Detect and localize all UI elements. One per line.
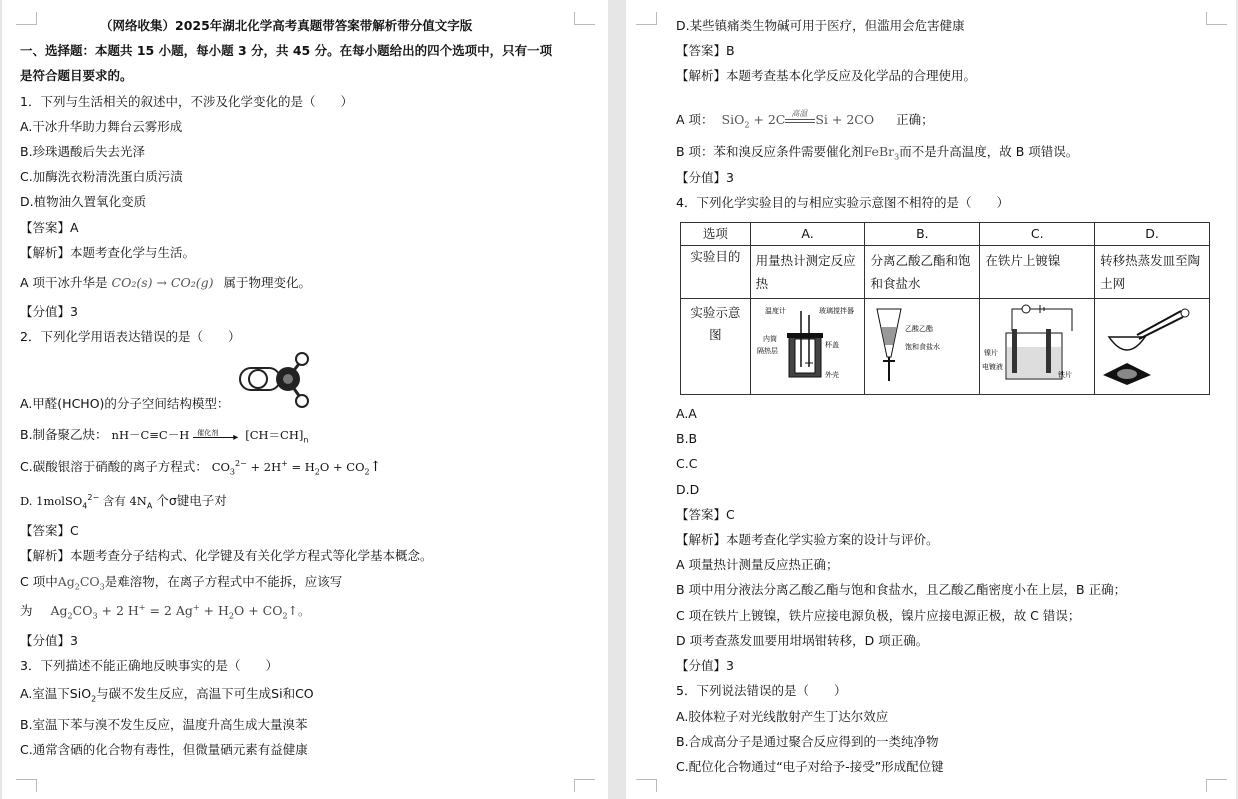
text: C.碳酸银溶于硝酸的离子方程式： <box>20 459 208 474</box>
f: 含有 4N <box>99 494 147 508</box>
q2-option-b <box>20 427 308 443</box>
text: 是难溶物，在离子方程式中不能拆，应该写 <box>104 574 343 589</box>
diagram-label: 镍片 <box>984 349 999 357</box>
text: A 项干冰升华是 <box>20 275 108 290</box>
condition-text: 高温 <box>791 108 808 118</box>
diagram-label: 铁片 <box>1058 371 1073 379</box>
f: 2 <box>364 467 370 477</box>
table-cell: 分离乙酸乙酯和饱和食盐水 <box>865 246 980 299</box>
q1-stem: 1．下列与生活相关的叙述中，不涉及化学变化的是（ ） <box>20 94 353 109</box>
crop-mark <box>574 12 595 25</box>
f: 个σ键电子对 <box>152 493 227 508</box>
table-cell: C. <box>980 223 1095 246</box>
crop-mark <box>574 779 595 792</box>
q1-analysis: 【解析】本题考查化学与生活。 <box>20 245 196 260</box>
f: 2 <box>74 582 80 592</box>
table-cell: D. <box>1095 223 1210 246</box>
text: 正确； <box>896 112 934 127</box>
f: 2− <box>87 492 100 502</box>
f: FeBr <box>863 144 895 159</box>
f: ↑ <box>369 459 382 475</box>
text: A 项： <box>676 112 714 127</box>
f: 2 <box>67 611 73 621</box>
table-cell: 用量热计测定反应热 <box>750 246 865 299</box>
arrow-head: ▸ <box>233 431 239 443</box>
f: + 2C <box>749 112 786 127</box>
q3-analysis-a <box>676 108 934 138</box>
q4-note-b: B 项中用分液法分离乙酸乙酯与饱和食盐水，且乙酸乙酯密度小在上层，B 正确； <box>676 582 1127 597</box>
f: = H <box>287 460 315 474</box>
f: 2 <box>282 611 288 621</box>
table-cell <box>1095 299 1210 395</box>
f: Ag <box>50 603 68 618</box>
f: A.室温下SiO <box>20 686 92 701</box>
f: SiO <box>721 112 745 127</box>
table-cell <box>980 299 1095 395</box>
q2-stem: 2．下列化学用语表达错误的是（ ） <box>20 329 241 344</box>
q3-option-b: B.室温下苯与溴不发生反应，温度升高生成大量溴苯 <box>20 717 308 732</box>
f: 2 <box>744 120 750 130</box>
f: CO <box>79 574 100 589</box>
separatory-funnel-diagram <box>867 301 971 385</box>
q2-analysis: 【解析】本题考查分子结构式、化学键及有关化学方程式等化学基本概念。 <box>20 548 433 563</box>
table-row <box>681 299 1210 395</box>
subscript: n <box>303 435 309 445</box>
formula: CO₂(s) → CO₂(g) <box>111 275 214 290</box>
product: [CH＝CH] <box>245 428 304 442</box>
left-page <box>2 0 608 799</box>
formaldehyde-model-image <box>236 350 316 410</box>
crop-mark <box>1206 779 1227 792</box>
f: 3 <box>99 582 105 592</box>
text: B 项：苯和溴反应条件需要催化剂 <box>676 144 864 159</box>
crucible-tongs-diagram <box>1097 301 1201 385</box>
q1-analysis-a <box>20 275 311 291</box>
q1-answer: 【答案】A <box>20 220 79 235</box>
q5-option-b: B.合成高分子是通过聚合反应得到的一类纯净物 <box>676 734 939 749</box>
equals-condition <box>785 108 815 128</box>
electroplating-diagram <box>982 301 1086 385</box>
f: 2 <box>314 467 320 477</box>
reaction-equation <box>721 108 875 130</box>
f: 3 <box>894 152 900 162</box>
q4-option-a: A.A <box>676 406 697 421</box>
q4-note-a: A 项量热计测量反应热正确； <box>676 557 839 572</box>
crop-mark <box>16 12 37 25</box>
q4-option-b: B.B <box>676 431 698 446</box>
f: 3 <box>229 467 236 477</box>
f: 4 <box>82 501 88 511</box>
arrow-line <box>193 437 237 438</box>
q3-stem: 3．下列描述不能正确地反映事实的是（ ） <box>20 658 278 673</box>
right-page <box>626 0 1236 799</box>
table-cell <box>865 299 980 395</box>
q3-analysis: 【解析】本题考查基本化学反应及化学品的合理使用。 <box>676 68 977 83</box>
crop-mark <box>636 12 657 25</box>
q5-option-c: C.配位化合物通过“电子对给予-接受”形成配位键 <box>676 759 944 774</box>
f: 2 <box>91 694 97 704</box>
ionic-equation <box>211 459 382 477</box>
table-cell: B. <box>865 223 980 246</box>
crop-mark <box>1206 12 1227 25</box>
arrow-condition: 催化剂 <box>197 428 219 437</box>
table-cell <box>750 299 865 395</box>
table-cell: 实验示意图 <box>681 299 751 395</box>
q2-option-a: A.甲醛(HCHO)的分子空间结构模型： <box>20 396 230 411</box>
diagram-label: 温度计 <box>764 307 786 315</box>
q1-option-b: B.珍珠遇酸后失去光泽 <box>20 144 146 159</box>
q2-score: 【分值】3 <box>20 633 78 648</box>
q1-option-d: D.植物油久置氧化变质 <box>20 194 147 209</box>
diagram-label: 内筒 <box>762 335 777 343</box>
q1-option-c: C.加酶洗衣粉清洗蛋白质污渍 <box>20 169 183 184</box>
table-cell: 在铁片上镀镍 <box>980 246 1095 299</box>
f: 3 <box>92 611 98 621</box>
doc-title: （网络收集）2025年湖北化学高考真题带答案带解析带分值文字版 <box>100 18 473 33</box>
q4-score: 【分值】3 <box>676 658 734 673</box>
f: 2− <box>235 459 247 469</box>
f: Si + 2CO <box>815 112 875 127</box>
rule <box>785 122 815 123</box>
q2-option-c <box>20 459 381 475</box>
f: + <box>138 602 146 612</box>
q4-note-c: C 项在铁片上镀镍，铁片应接电源负极，镍片应接电源正极，故 C 错误； <box>676 608 1081 623</box>
f: A <box>146 501 153 511</box>
f: ↑。 <box>287 603 311 618</box>
q5-option-a: A.胶体粒子对光线散射产生丁达尔效应 <box>676 709 889 724</box>
text: C 项中 <box>20 574 58 589</box>
crop-mark <box>16 779 37 792</box>
q4-option-d: D.D <box>676 482 700 497</box>
f: + <box>281 459 288 469</box>
f: CO <box>72 603 93 618</box>
q5-stem: 5．下列说法错误的是（ ） <box>676 683 847 698</box>
reaction-arrow <box>193 429 241 443</box>
q1-option-a: A.干冰升华助力舞台云雾形成 <box>20 119 183 134</box>
f: + <box>192 602 200 612</box>
q4-stem: 4．下列化学实验目的与相应实验示意图不相符的是（ ） <box>676 195 1009 210</box>
diagram-label: 玻璃搅拌器 <box>818 307 854 315</box>
q2-option-d <box>20 493 227 509</box>
q4-answer: 【答案】C <box>676 507 735 522</box>
q4-option-c: C.C <box>676 456 698 471</box>
table-row <box>681 223 1210 246</box>
f: D. 1molSO <box>20 494 83 508</box>
diagram-label: 隔热层 <box>756 347 778 355</box>
reactant: nH－C≡C－H <box>111 428 190 442</box>
crop-mark <box>636 779 657 792</box>
diagram-label: 外壳 <box>824 371 839 379</box>
q1-score: 【分值】3 <box>20 304 78 319</box>
f: = 2 Ag <box>145 603 193 618</box>
q4-analysis: 【解析】本题考查化学实验方案的设计与评价。 <box>676 532 939 547</box>
calorimeter-diagram <box>753 301 857 385</box>
diagram-label: 乙酸乙酯 <box>905 325 934 333</box>
f: CO <box>211 460 230 474</box>
q3-option-c: C.通常含硒的化合物有毒性，但微量硒元素有益健康 <box>20 742 308 757</box>
q3-analysis-b <box>676 144 1078 160</box>
q2-answer: 【答案】C <box>20 523 79 538</box>
section-heading: 一、选择题：本题共 15 小题，每小题 3 分，共 45 分。在每小题给出的四个选项中，只有一项 <box>20 43 553 58</box>
q3-option-d: D.某些镇痛类生物碱可用于医疗，但滥用会危害健康 <box>676 18 965 33</box>
diagram-label: 饱和食盐水 <box>905 343 941 351</box>
table-row <box>681 246 1210 299</box>
q3-option-a <box>20 686 314 702</box>
table-cell: A. <box>750 223 865 246</box>
f: + 2 H <box>97 603 139 618</box>
diagram-label: 电镀液 <box>982 363 1004 371</box>
rule <box>785 119 815 120</box>
table-cell: 选项 <box>681 223 751 246</box>
diagram-label: 杯盖 <box>824 341 839 349</box>
text: 为 <box>20 603 33 618</box>
ionic-equation <box>50 602 311 621</box>
q2-analysis-eq <box>20 603 311 619</box>
f: O + CO <box>234 603 283 618</box>
experiment-table <box>680 222 1210 395</box>
f: Ag <box>57 574 75 589</box>
formula <box>57 574 105 592</box>
text: 而不是升高温度，故 B 项错误。 <box>899 144 1079 159</box>
q4-note-d: D 项考查蒸发皿要用坩埚钳转移，D 项正确。 <box>676 633 929 648</box>
f: O + CO <box>319 460 365 474</box>
formula <box>863 144 900 162</box>
q3-answer: 【答案】B <box>676 43 735 58</box>
q2-analysis-c <box>20 574 342 590</box>
f: 与碳不发生反应，高温下可生成Si和CO <box>96 686 314 701</box>
section-heading-cont: 是符合题目要求的。 <box>20 68 133 83</box>
table-cell: 转移热蒸发皿至陶土网 <box>1095 246 1210 299</box>
table-cell: 实验目的 <box>681 246 751 299</box>
text: 属于物理变化。 <box>223 275 312 290</box>
f: 2 <box>228 611 234 621</box>
q3-score: 【分值】3 <box>676 170 734 185</box>
f: + H <box>199 603 229 618</box>
f: + 2H <box>246 460 282 474</box>
text: B.制备聚乙炔： <box>20 427 108 442</box>
